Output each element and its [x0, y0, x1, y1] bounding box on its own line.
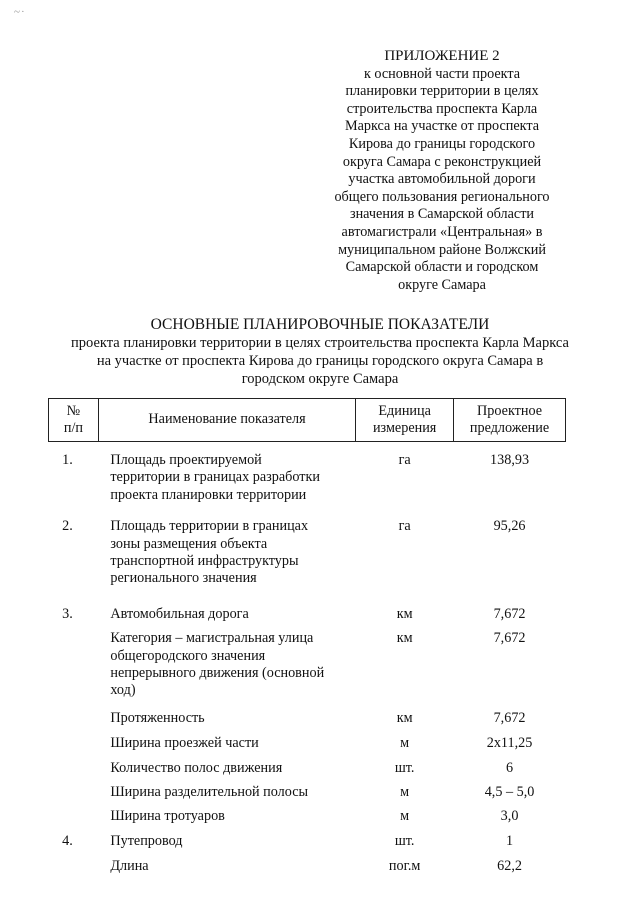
- row-value: 3,0: [500, 807, 519, 824]
- header-number: [49, 399, 99, 442]
- appendix-line: к основной части проекта: [363, 65, 521, 82]
- row-value: 7,672: [493, 709, 526, 726]
- indicator-name-line: Автомобильная дорога: [110, 605, 249, 622]
- table-row: [49, 504, 566, 588]
- row-unit: км: [396, 605, 413, 622]
- header-unit-line: измерения: [372, 420, 437, 436]
- row-unit: шт.: [394, 759, 415, 776]
- row-unit: км: [396, 630, 413, 647]
- appendix-line: округа Самара с реконструкцией: [342, 153, 542, 170]
- row-indicator-name: [98, 802, 355, 825]
- row-value: 138,93: [490, 452, 530, 468]
- row-indicator-name: [98, 623, 355, 700]
- table-row: [49, 727, 566, 752]
- indicator-name-line: общегородского значения: [110, 647, 266, 664]
- row-number: [49, 753, 99, 777]
- appendix-line: значения в Самарской области: [349, 206, 535, 223]
- document-subtitle-line: проекта планировки территории в целях строительства проспекта Карла Маркса: [71, 335, 569, 351]
- corner-mark: ~·: [14, 6, 26, 18]
- table-row: [49, 588, 566, 623]
- table-row: [49, 825, 566, 850]
- appendix-line: Маркса на участке от проспекта: [344, 118, 540, 135]
- document-subtitle-line: городском округе Самара: [241, 371, 399, 387]
- header-name: Наименование показателя: [98, 399, 355, 442]
- row-indicator-name: [98, 753, 355, 777]
- appendix-line: планировки территории в целях: [345, 83, 539, 100]
- indicator-name-line: ход): [110, 682, 136, 699]
- row-value: 4,5 – 5,0: [484, 784, 535, 801]
- row-unit: м: [400, 735, 410, 752]
- row-indicator-name: [98, 442, 355, 505]
- indicator-name-line: Длина: [110, 858, 149, 875]
- header-value-line: предложение: [469, 420, 550, 436]
- appendix-line: общего пользования регионального: [334, 188, 550, 205]
- indicator-name-line: проекта планировки территории: [110, 486, 307, 503]
- header-number-line: №: [66, 402, 81, 419]
- indicator-name-line: зоны размещения объекта: [110, 535, 268, 552]
- indicator-name-line: Категория – магистральная улица: [110, 630, 314, 647]
- row-indicator-name: [98, 504, 355, 588]
- table-row: [49, 777, 566, 801]
- table-header-row: [49, 399, 566, 442]
- row-value: 1: [505, 832, 514, 849]
- row-number: 1.: [62, 452, 73, 468]
- row-value: 6: [505, 759, 514, 776]
- table-row: [49, 850, 566, 875]
- appendix-line: строительства проспекта Карла: [346, 100, 538, 117]
- row-value: 2х11,25: [486, 735, 533, 752]
- indicator-name-line: Протяженность: [110, 709, 205, 726]
- indicator-name-line: Путепровод: [110, 832, 183, 849]
- indicator-name-line: Площадь территории в границах: [110, 518, 309, 535]
- row-unit: га: [398, 452, 411, 468]
- appendix-line: автомагистрали «Центральная» в: [341, 223, 543, 240]
- header-unit-line: Единица: [378, 402, 431, 419]
- row-number: [49, 727, 99, 752]
- row-number: 3.: [62, 605, 73, 622]
- appendix-line: Самарской области и городском: [345, 259, 539, 276]
- row-indicator-name: [98, 700, 355, 727]
- appendix-line: муниципальном районе Волжский: [338, 241, 546, 258]
- row-indicator-name: [98, 588, 355, 623]
- row-unit: м: [400, 807, 410, 824]
- row-unit: км: [396, 709, 413, 726]
- appendix-line: округе Самара: [398, 276, 486, 293]
- row-unit: га: [398, 518, 411, 535]
- row-indicator-name: [98, 825, 355, 850]
- row-indicator-name: [98, 727, 355, 752]
- indicator-name-line: Площадь проектируемой: [110, 452, 262, 468]
- row-number: [49, 700, 99, 727]
- document-heading: [40, 316, 600, 388]
- row-value: 62,2: [497, 858, 522, 875]
- appendix-line: участка автомобильной дороги: [348, 171, 536, 188]
- row-number: 4.: [62, 832, 73, 849]
- row-indicator-name: [98, 850, 355, 875]
- row-number: [49, 850, 99, 875]
- row-number: 2.: [62, 518, 73, 535]
- appendix-title: ПРИЛОЖЕНИЕ 2: [384, 48, 500, 64]
- table-body: [49, 442, 566, 876]
- row-value: 7,672: [493, 605, 526, 622]
- row-number: [49, 623, 99, 700]
- row-unit: шт.: [394, 832, 415, 849]
- indicator-name-line: Количество полос движения: [110, 759, 283, 776]
- appendix-line: Кирова до границы городского: [348, 135, 536, 152]
- header-value-line: Проектное: [477, 402, 543, 419]
- indicator-name-line: регионального значения: [110, 570, 257, 587]
- table-row: [49, 442, 566, 505]
- indicator-name-line: транспортной инфраструктуры: [110, 553, 299, 570]
- indicator-name-line: Ширина проезжей части: [110, 735, 259, 752]
- indicators-table: [48, 398, 566, 876]
- table-row: [49, 802, 566, 825]
- row-number: [49, 777, 99, 801]
- row-indicator-name: [98, 777, 355, 801]
- appendix-block: [318, 48, 566, 294]
- row-value: 95,26: [493, 518, 526, 535]
- row-number: [49, 802, 99, 825]
- row-unit: м: [400, 784, 410, 801]
- row-value: 7,672: [493, 630, 526, 647]
- header-value: [454, 399, 566, 442]
- row-unit: пог.м: [388, 858, 421, 875]
- document-title: ОСНОВНЫЕ ПЛАНИРОВОЧНЫЕ ПОКАЗАТЕЛИ: [150, 316, 490, 333]
- header-unit: [356, 399, 454, 442]
- indicator-name-line: Ширина тротуаров: [110, 807, 225, 824]
- indicator-name-line: территории в границах разработки: [110, 469, 320, 486]
- indicator-name-line: непрерывного движения (основной: [110, 665, 325, 682]
- table-row: [49, 753, 566, 777]
- document-subtitle-line: на участке от проспекта Кирова до границы городского округа Самара в: [96, 353, 544, 369]
- indicator-name-line: Ширина разделительной полосы: [110, 784, 309, 801]
- table-row: [49, 700, 566, 727]
- table-row: [49, 623, 566, 700]
- header-number-line: п/п: [63, 420, 83, 436]
